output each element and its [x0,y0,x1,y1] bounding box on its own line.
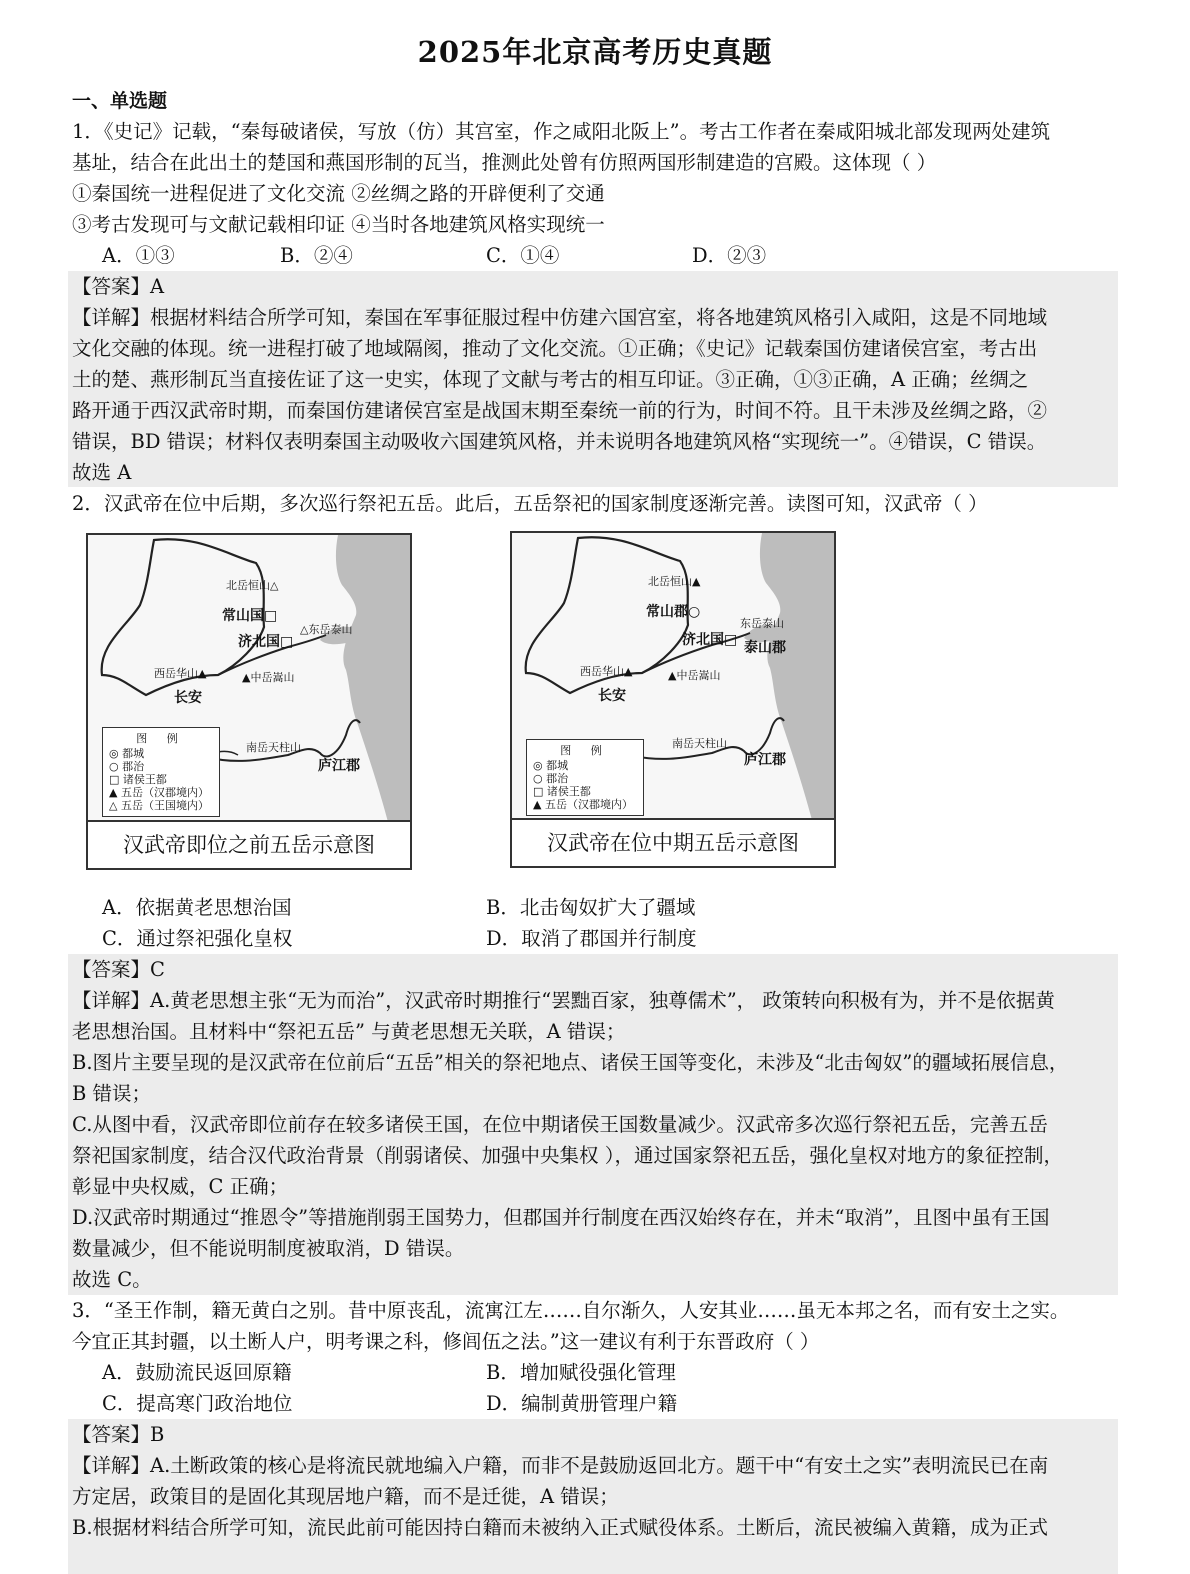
q2-detail-line: D.汉武帝时期通过“推恩令”等措施削弱王国势力，但郡国并行制度在西汉始终存在，并未“取消”，且图中虽有王国 [72,1206,1050,1229]
map-1-legend-item: ○ 郡治 [109,760,145,773]
q2-stem: 2．汉武帝在位中后期，多次巡行祭祀五岳。此后，五岳祭祀的国家制度逐渐完善。读图可知，汉武帝（ ） [72,492,988,515]
q2-detail-line: 彰显中央权威，C 正确； [72,1175,289,1198]
q1-detail-line: 【详解】根据材料结合所学可知，秦国在军事征服过程中仿建六国宫室，将各地建筑风格引入咸阳，这是不同地域 [72,306,1048,329]
map-2-label-jibei: 济北国□ [682,632,738,648]
map-2-caption: 汉武帝在位中期五岳示意图 [512,818,834,866]
q2-detail-line: 祭祀国家制度，结合汉代政治背景（削弱诸侯、加强中央集权 ），通过国家祭祀五岳，强化皇权对地方的象征控制， [72,1144,1063,1167]
map-1-legend-item: ▲ 五岳（汉郡境内） [109,786,209,799]
map-2-label-north-mountain: 北岳恒山▲ [648,575,701,588]
q2-detail-line: C.从图中看，汉武帝即位前存在较多诸侯王国，在位中期诸侯王国数量减少。汉武帝多次巡行祭祀五岳，完善五岳 [72,1113,1048,1136]
map-mid-reign [510,531,836,868]
page-title: 2025年北京高考历史真题 [417,35,773,69]
q1-option-b: B．②④ [280,244,353,267]
q3-answer: 【答案】B [72,1423,165,1446]
q3-detail-line: 方定居，政策目的是固化其现居地户籍，而不是迁徙，A 错误； [72,1485,619,1508]
q1-items-line-1: ①秦国统一进程促进了文化交流 ②丝绸之路的开辟便利了交通 [72,182,605,205]
section-heading: 一、单选题 [72,90,168,112]
q1-answer: 【答案】A [72,275,165,298]
q3-stem-line-2: 今宜正其封疆，以土断人户，明考课之科，修闾伍之法。”这一建议有利于东晋政府（ ） [72,1330,820,1353]
map-2-legend [526,739,644,816]
q2-answer: 【答案】C [72,958,165,981]
q2-detail-line: B 错误； [72,1082,152,1105]
map-2-label-west-mountain: 西岳华山▲ [580,665,633,678]
q2-option-a: A．依据黄老思想治国 [102,896,292,919]
map-1-label-lujiang: 庐江郡 [318,758,360,774]
q1-detail-line: 错误，BD 错误；材料仅表明秦国主动吸收六国建筑风格，并未说明各地建筑风格“实现统一”。④错误，C 错误。 [72,430,1047,453]
q3-option-a: A．鼓励流民返回原籍 [102,1361,292,1384]
q1-option-a: A．①③ [102,244,175,267]
map-before-accession [86,533,412,870]
map-1-legend-item: △ 五岳（王国境内） [109,799,209,812]
q3-option-d: D．编制黄册管理户籍 [486,1392,678,1415]
map-1-label-changshan: 常山国□ [222,608,278,624]
q2-option-d: D．取消了郡国并行制度 [486,927,697,950]
map-1-caption: 汉武帝即位之前五岳示意图 [88,820,410,868]
map-1-label-center-mountain: ▲中岳嵩山 [242,671,295,684]
map-2-legend-title: 图 例 [560,744,610,757]
map-1-label-jibei: 济北国□ [238,634,294,650]
q3-detail-line: 【详解】A.土断政策的核心是将流民就地编入户籍，而非不是鼓励返回北方。题干中“有安土之实”表明流民已在南 [72,1454,1049,1477]
q2-detail-line: B.图片主要呈现的是汉武帝在位前后“五岳”相关的祭祀地点、诸侯王国等变化，未涉及“北击匈奴”的疆域拓展信息， [72,1051,1069,1074]
q2-detail-line: 数量减少，但不能说明制度被取消，D 错误。 [72,1237,465,1260]
map-2-label-center-mountain: ▲中岳嵩山 [668,669,721,682]
q1-items-line-2: ③考古发现可与文献记载相印证 ④当时各地建筑风格实现统一 [72,213,605,236]
map-2-legend-item: □ 诸侯王都 [533,785,591,798]
q1-option-c: C．①④ [486,244,560,267]
map-1-label-east-mountain: △东岳泰山 [300,623,353,636]
map-1-label-capital: 长安 [174,690,202,706]
map-2-label-changshan: 常山郡○ [646,604,701,620]
map-2-legend-item: ◎ 都城 [533,759,569,772]
map-2-label-east-mountain: 东岳泰山 [740,617,784,630]
q1-detail-line: 文化交融的体现。统一进程打破了地域隔阂，推动了文化交流。①正确；《史记》记载秦国仿建诸侯宫室，考古出 [72,337,1038,360]
map-2-label-taishan: 泰山郡 [744,640,786,656]
q1-detail-line: 土的楚、燕形制瓦当直接佐证了这一史实，体现了文献与考古的相互印证。③正确，①③正确，A 正确；丝绸之 [72,368,1029,391]
q2-detail-line: 老思想治国。且材料中“祭祀五岳” 与黄老思想无关联，A 错误； [72,1020,626,1043]
map-2-legend-item: ○ 郡治 [533,772,569,785]
q1-option-d: D．②③ [692,244,767,267]
q3-stem-line-1: 3．“圣王作制，籍无黄白之别。昔中原丧乱，流寓江左……自尔渐久，人安其业……虽无本邦之名，而有安土之实。 [72,1299,1070,1322]
q1-stem-line-1: 1．《史记》记载，“秦每破诸侯，写放（仿）其宫室，作之咸阳北阪上”。考古工作者在秦咸阳城北部发现两处建筑 [72,120,1051,143]
q3-detail-line: B.根据材料结合所学可知，流民此前可能因持白籍而未被纳入正式赋役体系。土断后，流民被编入黄籍，成为正式 [72,1516,1049,1539]
q2-option-b: B．北击匈奴扩大了疆域 [486,896,696,919]
q2-option-c: C．通过祭祀强化皇权 [102,927,293,950]
map-1-label-west-mountain: 西岳华山▲ [154,667,207,680]
q2-detail-line: 故选 C。 [72,1268,152,1291]
q3-option-c: C．提高寒门政治地位 [102,1392,293,1415]
q3-option-b: B．增加赋役强化管理 [486,1361,676,1384]
map-1-legend-title: 图 例 [136,732,186,745]
q1-detail-line: 故选 A [72,461,132,484]
map-2-label-south-mountain: 南岳天柱山 [672,737,727,750]
map-1-legend-item: ◎ 都城 [109,747,145,760]
map-1-legend-item: □ 诸侯王都 [109,773,167,786]
q1-stem-line-2: 基址，结合在此出土的楚国和燕国形制的瓦当，推测此处曾有仿照两国形制建造的宫殿。这体现（ ） [72,151,937,174]
map-1-legend [102,727,220,817]
map-2-legend-item: ▲ 五岳（汉郡境内） [533,798,633,811]
q2-detail-line: 【详解】A.黄老思想主张“无为而治”，汉武帝时期推行“罢黜百家，独尊儒术”， 政策转向积极有为，并不是依据黄 [72,989,1055,1012]
q1-detail-line: 路开通于西汉武帝时期，而秦国仿建诸侯宫室是战国末期至秦统一前的行为，时间不符。且干未涉及丝绸之路，② [72,399,1048,422]
map-2-label-lujiang: 庐江郡 [744,752,786,768]
map-1-label-south-mountain: 南岳天柱山 [246,741,301,754]
map-1-label-north-mountain: 北岳恒山△ [226,579,279,592]
map-2-label-capital: 长安 [598,688,626,704]
